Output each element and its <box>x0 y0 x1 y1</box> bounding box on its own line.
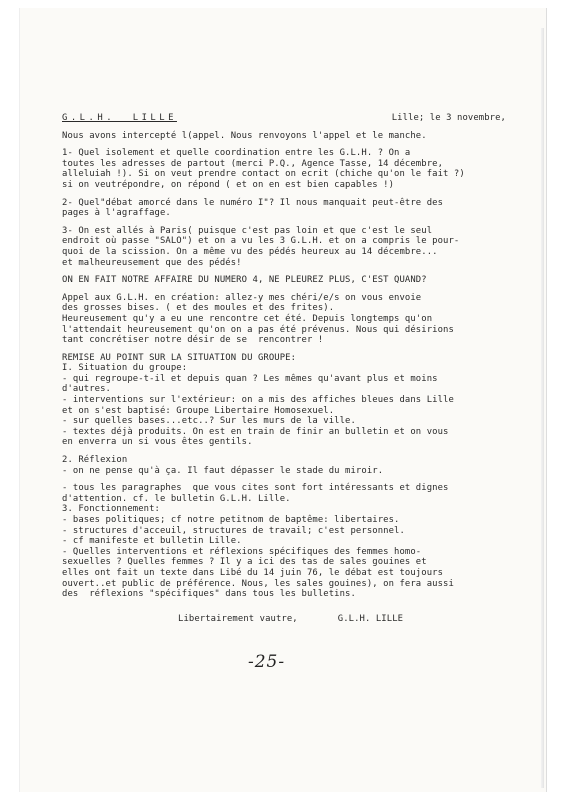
text-line: - cf manifeste et bulletin Lille. <box>62 536 242 547</box>
text-line: endroit où passe "SALO") et on a vu les 3 G.L.H. et on a compris le pour- <box>62 236 460 247</box>
text-line: alleluiah !). Si on veut prendre contact on ecrit (chiche qu'on le fait ?) <box>62 169 465 180</box>
paragraph-gap <box>62 191 506 198</box>
letter-date: Lille; le 3 novembre, <box>391 113 506 123</box>
text-line: sexuelles ? Quelles femmes ? Il y a ici des tas de sales gouines et <box>62 557 427 568</box>
text-line: Nous avons intercepté l(appel. Nous renvoyons l'appel et le manche. <box>62 130 427 141</box>
letter-title: G.L.H. LILLE <box>62 113 177 123</box>
text-line: si on veutrépondre, on répond ( et on en est bien capables !) <box>62 179 395 190</box>
text-line: - qui regroupe-t-il et depuis quan ? Les mêmes qu'avant plus et moins <box>62 373 438 384</box>
text-line: elles ont fait un texte dans Libé du 14 juin 76, le débat est toujours <box>62 567 444 578</box>
text-line: Heureusement qu'y a eu une rencontre cet été. Depuis longtemps qu'on <box>62 313 433 324</box>
text-line: tant concrétiser notre désir de se rencontrer ! <box>62 335 324 346</box>
paragraph-gap <box>62 448 506 455</box>
paragraph-gap <box>62 141 506 148</box>
page-edge <box>541 28 544 788</box>
letter-body <box>62 113 506 624</box>
signature-closing: Libertairement vautre, <box>178 613 298 624</box>
text-line: - textes déjà produits. On est en train de finir an bulletin et on vous <box>62 426 449 437</box>
text-line: quoi de la scission. On a même vu des pédés heureux au 14 décembre... <box>62 246 438 257</box>
text-line: toutes les adresses de partout (merci P.Q., Agence Tasse, 14 décembre, <box>62 158 444 169</box>
paragraph-gap <box>62 268 506 275</box>
paragraph-gap <box>62 219 506 226</box>
text-line: 1- Quel isolement et quelle coordination entre les G.L.H. ? On a <box>62 148 411 159</box>
text-line: 3. Fonctionnement: <box>62 504 160 515</box>
text-line: REMISE AU POINT SUR LA SITUATION DU GROUPE: <box>62 352 297 363</box>
text-line: Appel aux G.L.H. en création: allez-y mes chéri/e/s on vous envoie <box>62 292 422 303</box>
text-line: et on s'est baptisé: Groupe Libertaire Homosexuel. <box>62 405 335 416</box>
text-line: et malheureusement que des pédés! <box>62 257 242 268</box>
text-line: - bases politiques; cf notre petitnom de baptême: libertaires. <box>62 515 400 525</box>
letter-lines <box>62 131 506 600</box>
text-line: pages à l'agraffage. <box>62 208 171 219</box>
text-line: d'attention. cf. le bulletin G.L.H. Lille. <box>62 493 291 504</box>
letter-header <box>62 113 506 124</box>
text-line: en enverra un si vous êtes gentils. <box>62 437 253 448</box>
text-line: ouvert..et public de préférence. Nous, les sales gouines), on fera aussi <box>62 578 454 589</box>
paragraph-gap <box>62 346 506 353</box>
text-line: - tous les paragraphes que vous cites sont fort intéressants et dignes <box>62 483 449 494</box>
text-line: - sur quelles bases...etc..? Sur les murs de la ville. <box>62 416 356 427</box>
signature <box>178 614 506 625</box>
text-line: d'autres. <box>62 384 111 395</box>
text-line: - structures d'acceuil, structures de travail; c'est personnel. <box>62 525 405 536</box>
page-number: -25- <box>248 652 286 672</box>
signature-org: G.L.H. LILLE <box>337 613 404 624</box>
text-line: 3- On est allés à Paris( puisque c'est pas loin et que c'est le seul <box>62 225 433 236</box>
text-line: - on ne pense qu'à ça. Il faut dépasser le stade du miroir. <box>62 465 384 476</box>
text-line: I. Situation du groupe: <box>62 363 188 374</box>
text-line: 2. Réflexion <box>62 455 128 466</box>
text-line: des réflexions "spécifiques" dans tous les bulletins. <box>62 589 356 600</box>
text-line: l'attendait heureusement qu'on on a pas été prévenus. Nous qui désirions <box>62 324 454 335</box>
text-line: des grosses bises. ( et des moules et des frites). <box>62 303 335 314</box>
text-line: - Quelles interventions et réflexions spécifiques des femmes homo- <box>62 546 422 557</box>
text-line: - interventions sur l'extérieur: on a mis des affiches bleues dans Lille <box>62 395 454 406</box>
paragraph-gap <box>62 286 506 293</box>
text-line: 2- Quel"débat amorcé dans le numéro I"? Il nous manquait peut-être des <box>62 197 444 208</box>
text-line: ON EN FAIT NOTRE AFFAIRE DU NUMERO 4, NE PLEUREZ PLUS, C'EST QUAND? <box>62 275 427 286</box>
